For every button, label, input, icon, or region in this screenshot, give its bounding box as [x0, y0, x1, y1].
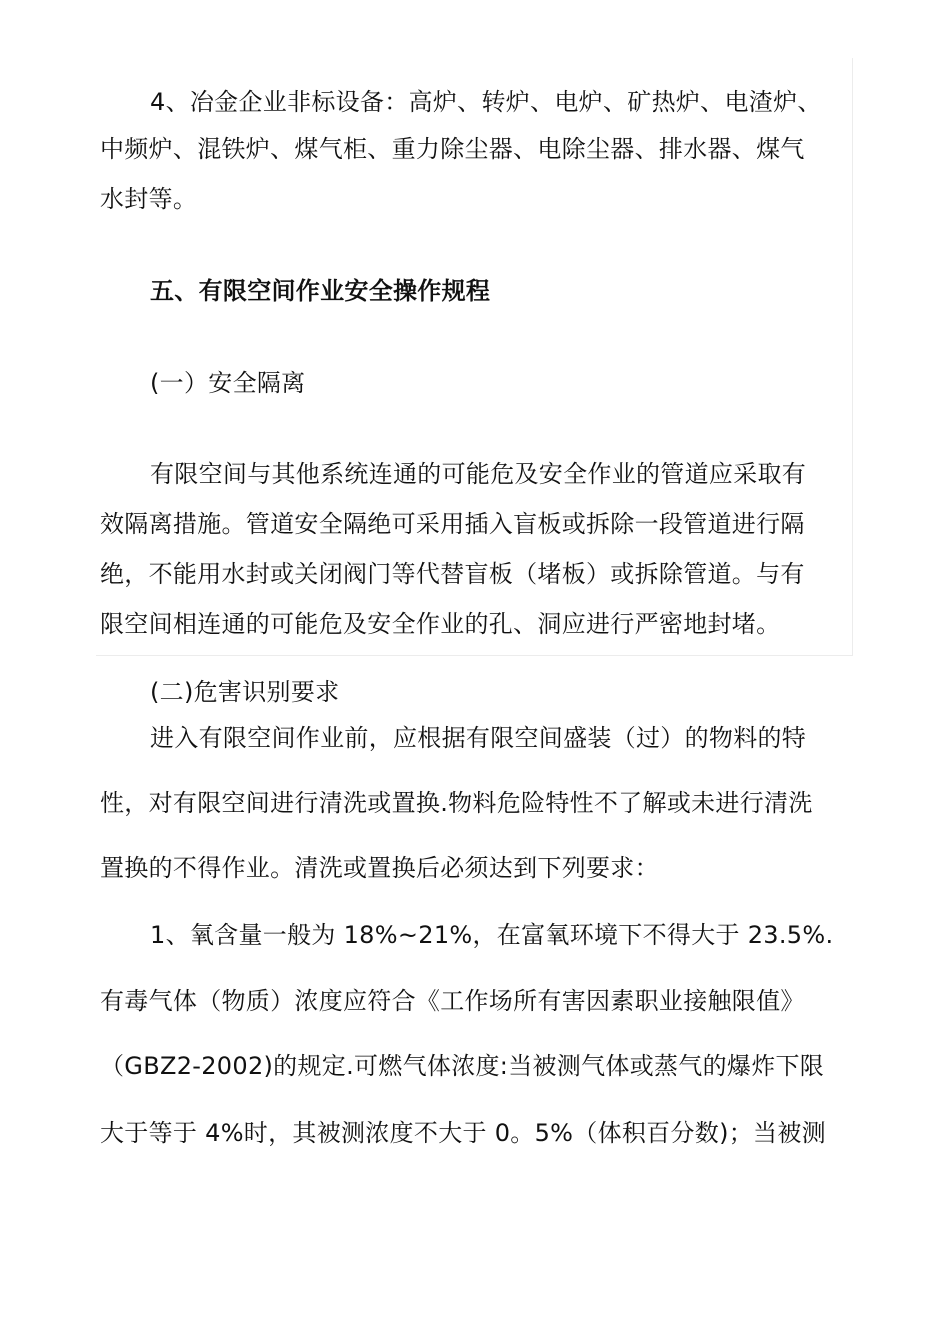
paragraph-isolation-line-1: 有限空间与其他系统连通的可能危及安全作业的管道应采取有: [150, 460, 807, 488]
paragraph-requirements-line-3: （GBZ2-2002)的规定.可燃气体浓度:当被测气体或蒸气的爆炸下限: [100, 1052, 825, 1080]
paragraph-hazard-line-1: 进入有限空间作业前，应根据有限空间盛装（过）的物料的特: [150, 724, 807, 752]
paragraph-equipment-line-2: 中频炉、混铁炉、煤气柜、重力除尘器、电除尘器、排水器、煤气: [100, 135, 805, 163]
subheading-hazard-identification: (二)危害识别要求: [150, 678, 340, 706]
paragraph-requirements-line-2: 有毒气体（物质）浓度应符合《工作场所有害因素职业接触限值》: [100, 987, 805, 1015]
paragraph-equipment-line-3: 水封等。: [100, 185, 198, 213]
paragraph-hazard-line-2: 性，对有限空间进行清洗或置换.物料危险特性不了解或未进行清洗: [100, 789, 813, 817]
paragraph-isolation-line-3: 绝，不能用水封或关闭阀门等代替盲板（堵板）或拆除管道。与有: [100, 560, 805, 588]
paragraph-hazard-line-3: 置换的不得作业。清洗或置换后必须达到下列要求：: [100, 854, 659, 882]
paragraph-requirements-line-1: 1、氧含量一般为 18%~21%，在富氧环境下不得大于 23.5%.: [150, 921, 834, 949]
section-heading: 五、有限空间作业安全操作规程: [150, 277, 491, 305]
paragraph-isolation-line-4: 限空间相连通的可能危及安全作业的孔、洞应进行严密地封堵。: [100, 610, 781, 638]
paragraph-requirements-line-4: 大于等于 4%时，其被测浓度不大于 0。5%（体积百分数)；当被测: [100, 1119, 826, 1147]
paragraph-isolation-line-2: 效隔离措施。管道安全隔绝可采用插入盲板或拆除一段管道进行隔: [100, 510, 805, 538]
paragraph-equipment-line-1: 4、冶金企业非标设备：高炉、转炉、电炉、矿热炉、电渣炉、: [150, 88, 822, 116]
subheading-safety-isolation: (一）安全隔离: [150, 369, 306, 397]
